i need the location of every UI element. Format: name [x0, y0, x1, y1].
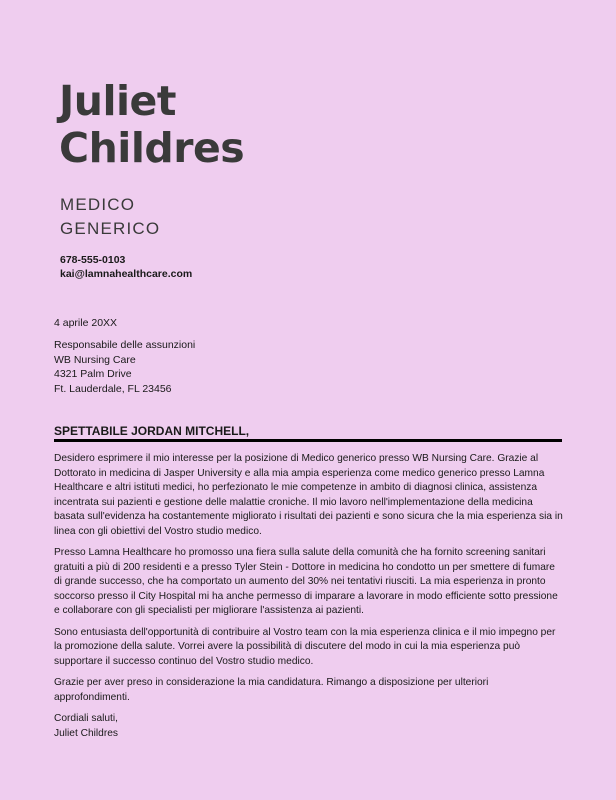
body-paragraph: Sono entusiasta dell'opportunità di contribuire al Vostro team con la mia esperienza clinica e il mio impegno per la promozione della salute. Vorrei avere la possibilità di discutere del modo in cui la mia esperienza può supportare il successo continuo del Vostro studio medico. [54, 626, 556, 667]
letter-body [54, 452, 564, 741]
phone-number: 678-555-0103 [60, 254, 126, 266]
applicant-name [59, 78, 244, 172]
job-title-line1: MEDICO [60, 195, 136, 214]
name-last: Childres [59, 124, 245, 172]
recipient-line: Ft. Lauderdale, FL 23456 [54, 382, 172, 395]
name-first: Juliet [59, 77, 176, 125]
recipient-line: Responsabile delle assunzioni [54, 339, 196, 351]
closing-block [54, 712, 564, 741]
body-paragraph: Presso Lamna Healthcare ho promosso una fiera sulla salute della comunità che ha fornito screening sanitari gratuiti a più di 200 residenti e a presso Tyler Stein - Dottore in medicina ho condotto un per smettere di fumare di grande successo, che ha comportato un aumento del 30% nei tentativi riusciti. La mia esperienza in pronto soccorso presso il City Hospital mi ha anche permesso di imparare a lavorare in modo efficiente sotto pressione e collaborare con gli specialisti per migliorare l'assistenza ai pazienti. [54, 547, 558, 616]
contact-info [60, 253, 192, 281]
letter-date: 4 aprile 20XX [54, 317, 118, 329]
body-paragraph: Desidero esprimere il mio interesse per la posizione di Medico generico presso WB Nursing Care. Grazie al Dottorato in medicina di Jasper University e alla mia ampia esperienza come medico generico presso Lamna Healthcare e altri istituti medici, ho perfezionato le mie competenze in ambito di diagnosi clinica, assistenza incentrata sui pazienti e gestione delle malattie croniche. Il mio lavoro nell'implementazione della medicina basata sull'evidenza ha costantemente migliorato i risultati dei pazienti e sono sicura che la mia esperienza sia in linea con gli obiettivi del Vostro studio medico. [54, 453, 563, 537]
email-address: kai@lamnahealthcare.com [60, 268, 193, 280]
salutation: SPETTABILE JORDAN MITCHELL, [54, 424, 250, 438]
recipient-block [54, 338, 195, 396]
signature-name: Juliet Childres [54, 727, 118, 739]
recipient-line: WB Nursing Care [54, 353, 136, 366]
body-paragraph: Grazie per aver preso in considerazione la mia candidatura. Rimango a disposizione per ulteriori approfondimenti. [54, 677, 489, 703]
divider-rule [54, 439, 562, 442]
job-title-line2: GENERICO [60, 219, 161, 238]
job-title [60, 193, 160, 241]
closing-phrase: Cordiali saluti, [54, 713, 118, 724]
recipient-line: 4321 Palm Drive [54, 368, 132, 380]
